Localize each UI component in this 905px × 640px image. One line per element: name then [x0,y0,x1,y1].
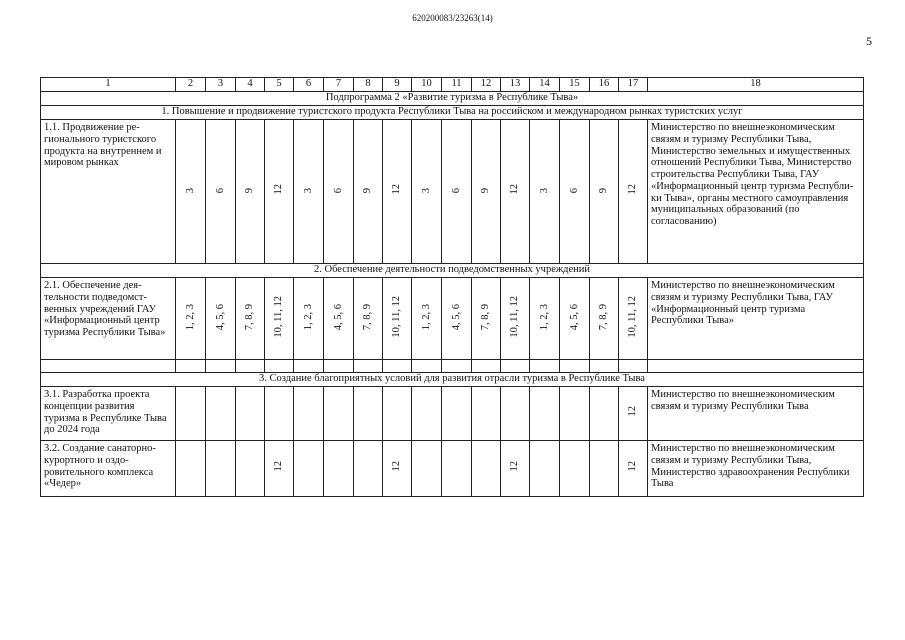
quarter-cell [176,120,206,264]
section-title: 3. Создание благоприятных условий для развития отрасли туризма в Республике Тыва [41,373,864,387]
column-header: 1 [41,78,176,92]
quarter-cell [442,387,472,441]
quarter-cell [560,441,590,497]
quarter-value: 6 [568,188,580,194]
subprogram-row [41,92,864,106]
empty-cell [206,360,236,373]
column-header: 2 [176,78,206,92]
quarter-value: 7, 8, 9 [480,303,492,330]
column-header: 18 [648,78,864,92]
quarter-cell [501,387,530,441]
empty-cell [294,360,324,373]
quarter-value: 10, 11, 12 [391,295,403,338]
quarter-value: 12 [273,184,285,195]
section-row [41,264,864,278]
quarter-value: 4, 5, 6 [332,303,344,330]
quarter-cell [530,278,560,360]
quarter-value: 1, 2, 3 [420,303,432,330]
quarter-value: 4, 5, 6 [450,303,462,330]
quarter-cell [383,387,412,441]
quarter-value: 12 [509,184,521,195]
empty-cell [648,360,864,373]
column-header: 5 [265,78,294,92]
quarter-value: 4, 5, 6 [214,303,226,330]
quarter-cell [560,120,590,264]
quarter-cell [442,120,472,264]
quarter-cell [590,441,619,497]
quarter-cell [176,387,206,441]
quarter-cell [265,278,294,360]
column-header: 17 [619,78,648,92]
quarter-cell [294,120,324,264]
quarter-cell [560,278,590,360]
quarter-value: 1, 2, 3 [538,303,550,330]
column-header: 16 [590,78,619,92]
quarter-cell [530,441,560,497]
column-header: 13 [501,78,530,92]
empty-cell [236,360,265,373]
column-header: 6 [294,78,324,92]
quarter-cell [265,387,294,441]
quarter-cell [472,120,501,264]
program-table [40,77,864,497]
quarter-value: 6 [332,188,344,194]
quarter-value: 9 [480,188,492,194]
quarter-cell [324,278,354,360]
empty-cell [265,360,294,373]
table-row [41,387,864,441]
quarter-cell [294,441,324,497]
empty-cell [41,360,176,373]
quarter-cell [442,278,472,360]
quarter-cell [501,441,530,497]
quarter-value: 4, 5, 6 [568,303,580,330]
quarter-cell [501,120,530,264]
quarter-cell [176,441,206,497]
table-row [41,278,864,360]
quarter-value: 6 [214,188,226,194]
executor: Министерство по внешнеэкономическим связям и туризму Республики Тыва, Министерство здравоохранения Республики Тыва [648,441,864,497]
quarter-cell [324,120,354,264]
quarter-cell [530,120,560,264]
quarter-cell [530,387,560,441]
quarter-cell [236,120,265,264]
empty-cell [619,360,648,373]
empty-cell [560,360,590,373]
quarter-cell [619,387,648,441]
table-row [41,441,864,497]
quarter-cell [294,278,324,360]
empty-cell [354,360,383,373]
spacer-row [41,360,864,373]
column-header: 11 [442,78,472,92]
quarter-cell [472,441,501,497]
quarter-cell [590,120,619,264]
quarter-value: 9 [362,188,374,194]
page-number: 5 [866,34,872,48]
quarter-cell [176,278,206,360]
column-header: 7 [324,78,354,92]
quarter-cell [412,387,442,441]
quarter-cell [619,441,648,497]
quarter-value: 3 [420,188,432,194]
section-row [41,373,864,387]
section-row [41,106,864,120]
empty-cell [176,360,206,373]
section-title: 2. Обеспечение деятельности подведомственных учреждений [41,264,864,278]
quarter-cell [442,441,472,497]
empty-cell [472,360,501,373]
quarter-cell [383,278,412,360]
quarter-cell [236,278,265,360]
activity-name: 3.2. Создание санаторно-курортного и оздоровительного комплекса «Чедер» [41,441,176,497]
column-header: 14 [530,78,560,92]
quarter-value: 7, 8, 9 [244,303,256,330]
subprogram-title: Подпрограмма 2 «Развитие туризма в Республике Тыва» [41,92,864,106]
quarter-value: 10, 11, 12 [627,295,639,338]
empty-cell [442,360,472,373]
column-header: 8 [354,78,383,92]
quarter-cell [206,441,236,497]
quarter-cell [324,387,354,441]
executor: Министерство по внешнеэкономическим связям и туризму Республики Тыва [648,387,864,441]
quarter-value: 10, 11, 12 [273,295,285,338]
empty-cell [501,360,530,373]
quarter-cell [501,278,530,360]
quarter-cell [560,387,590,441]
quarter-cell [354,120,383,264]
empty-cell [383,360,412,373]
quarter-cell [206,387,236,441]
quarter-value: 12 [273,461,285,472]
quarter-cell [354,278,383,360]
quarter-cell [354,441,383,497]
column-header: 15 [560,78,590,92]
quarter-value: 9 [598,188,610,194]
empty-cell [324,360,354,373]
column-header: 9 [383,78,412,92]
quarter-cell [265,120,294,264]
column-header: 10 [412,78,442,92]
quarter-value: 6 [450,188,462,194]
quarter-value: 7, 8, 9 [362,303,374,330]
activity-name: 1.1. Продвижение регионального туристского продукта на внутреннем и мировом рынках [41,120,176,264]
column-header: 4 [236,78,265,92]
quarter-cell [590,278,619,360]
section-title: 1. Повышение и продвижение туристского продукта Республики Тыва на российском и международном рынках туристских услуг [41,106,864,120]
quarter-value: 12 [391,184,403,195]
quarter-cell [412,120,442,264]
quarter-cell [265,441,294,497]
quarter-value: 7, 8, 9 [598,303,610,330]
quarter-cell [206,120,236,264]
quarter-value: 12 [627,406,639,417]
empty-cell [590,360,619,373]
executor: Министерство по внешнеэкономическим связям и туризму Республики Тыва, ГАУ «Информационный центр туризма Республики Тыва» [648,278,864,360]
quarter-value: 12 [627,184,639,195]
quarter-value: 9 [244,188,256,194]
quarter-cell [383,441,412,497]
column-header: 12 [472,78,501,92]
empty-cell [412,360,442,373]
quarter-cell [206,278,236,360]
quarter-cell [412,441,442,497]
quarter-cell [619,120,648,264]
quarter-cell [294,387,324,441]
quarter-value: 12 [391,461,403,472]
quarter-value: 1, 2, 3 [302,303,314,330]
quarter-cell [324,441,354,497]
quarter-value: 12 [509,461,521,472]
quarter-cell [383,120,412,264]
document-id: 620200083/23263(14) [412,13,493,23]
quarter-cell [472,278,501,360]
quarter-value: 3 [302,188,314,194]
quarter-cell [590,387,619,441]
quarter-value: 3 [538,188,550,194]
table-row [41,120,864,264]
quarter-cell [354,387,383,441]
column-header: 3 [206,78,236,92]
quarter-value: 10, 11, 12 [509,295,521,338]
header-row [41,78,864,92]
quarter-cell [412,278,442,360]
quarter-cell [236,441,265,497]
quarter-cell [619,278,648,360]
quarter-cell [472,387,501,441]
activity-name: 2.1. Обеспечение деятельности подведомственных учреждений ГАУ «Информационный центр туризма Республики Тыва» [41,278,176,360]
quarter-value: 12 [627,461,639,472]
quarter-cell [236,387,265,441]
activity-name: 3.1. Разработка проекта концепции развития туризма в Республике Тыва до 2024 года [41,387,176,441]
executor: Министерство по внешнеэкономическим связям и туризму Республики Тыва, Министерство земельных и имущественных отношений Республики Тыва, Министерство строительства Республики Тыва, ГАУ «Информационный центр туризма Республики Тыва», органы местного самоуправления муниципальных образований (по согласованию) [648,120,864,264]
quarter-value: 1, 2, 3 [184,303,196,330]
quarter-value: 3 [184,188,196,194]
empty-cell [530,360,560,373]
